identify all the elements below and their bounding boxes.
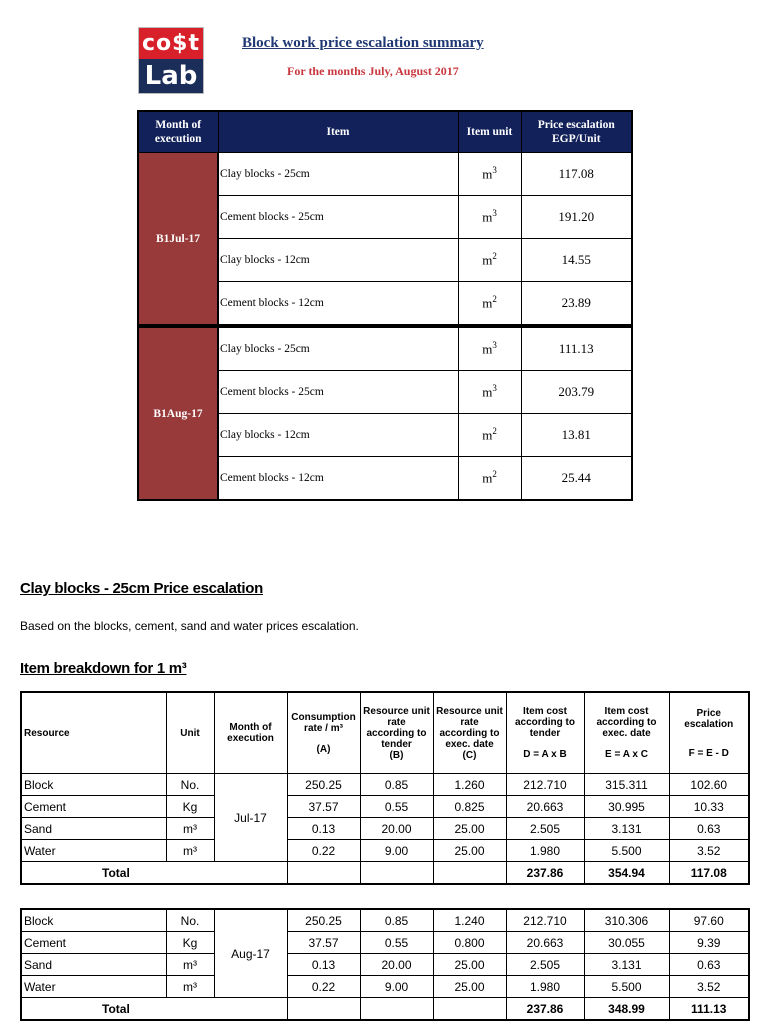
total-f: 117.08 bbox=[669, 862, 749, 885]
f-cell: 3.52 bbox=[669, 840, 749, 862]
item-cell: Cement blocks - 25cm bbox=[218, 371, 458, 414]
hdr-rate-exec: Resource unit rate according to exec. date (C) bbox=[433, 692, 506, 774]
a-cell: 0.13 bbox=[287, 818, 360, 840]
unit-cell: No. bbox=[166, 909, 214, 932]
summary-table-jul bbox=[137, 110, 633, 326]
unit-cell: $m^3$ bbox=[458, 327, 521, 371]
page-subtitle: For the months July, August 2017 bbox=[287, 64, 459, 78]
resource-cell: Sand bbox=[21, 818, 166, 840]
unit-cell: $m^3$ bbox=[458, 196, 521, 239]
e-cell: 315.311 bbox=[584, 774, 669, 796]
e-cell: 310.306 bbox=[584, 909, 669, 932]
empty-cell bbox=[360, 862, 433, 885]
costlab-logo bbox=[138, 27, 204, 94]
table-row bbox=[21, 932, 749, 954]
logo-top-text: co$t bbox=[139, 28, 203, 59]
table-row bbox=[21, 774, 749, 796]
summary-header-row bbox=[138, 111, 632, 153]
total-row bbox=[21, 998, 749, 1021]
hdr-resource: Resource bbox=[21, 692, 166, 774]
hdr-cost-exec: Item cost according to exec. date E = A x C bbox=[584, 692, 669, 774]
empty-cell bbox=[433, 998, 506, 1021]
f-cell: 9.39 bbox=[669, 932, 749, 954]
f-cell: 102.60 bbox=[669, 774, 749, 796]
e-cell: 3.131 bbox=[584, 954, 669, 976]
month-cell: B1Jul-17 bbox=[138, 153, 218, 326]
value-cell: 203.79 bbox=[521, 371, 632, 414]
breakdown-table-jul bbox=[20, 691, 750, 885]
logo-bottom-text: Lab bbox=[139, 59, 203, 93]
table-row bbox=[21, 909, 749, 932]
c-cell: 0.825 bbox=[433, 796, 506, 818]
col-item: Item bbox=[218, 111, 458, 153]
d-cell: 2.505 bbox=[506, 954, 584, 976]
total-e: 348.99 bbox=[584, 998, 669, 1021]
item-cell: Clay blocks - 12cm bbox=[218, 414, 458, 457]
resource-cell: Cement bbox=[21, 932, 166, 954]
f-cell: 10.33 bbox=[669, 796, 749, 818]
item-cell: Cement blocks - 12cm bbox=[218, 457, 458, 501]
d-cell: 212.710 bbox=[506, 774, 584, 796]
e-cell: 30.995 bbox=[584, 796, 669, 818]
month-cell: Jul-17 bbox=[214, 774, 287, 862]
resource-cell: Water bbox=[21, 840, 166, 862]
page-title: Block work price escalation summary bbox=[242, 35, 484, 51]
total-label: Total bbox=[21, 862, 287, 885]
b-cell: 9.00 bbox=[360, 976, 433, 998]
unit-cell: Kg bbox=[166, 932, 214, 954]
item-cell: Clay blocks - 12cm bbox=[218, 239, 458, 282]
table-row bbox=[21, 954, 749, 976]
value-cell: 13.81 bbox=[521, 414, 632, 457]
c-cell: 25.00 bbox=[433, 976, 506, 998]
e-cell: 3.131 bbox=[584, 818, 669, 840]
value-cell: 14.55 bbox=[521, 239, 632, 282]
total-f: 111.13 bbox=[669, 998, 749, 1021]
d-cell: 20.663 bbox=[506, 796, 584, 818]
d-cell: 1.980 bbox=[506, 976, 584, 998]
value-cell: 25.44 bbox=[521, 457, 632, 501]
summary-row bbox=[138, 327, 632, 371]
b-cell: 20.00 bbox=[360, 954, 433, 976]
c-cell: 25.00 bbox=[433, 818, 506, 840]
f-cell: 3.52 bbox=[669, 976, 749, 998]
f-cell: 0.63 bbox=[669, 818, 749, 840]
table-row bbox=[21, 840, 749, 862]
a-cell: 0.22 bbox=[287, 976, 360, 998]
summary-row bbox=[138, 153, 632, 196]
hdr-rate-tender: Resource unit rate according to tender (B) bbox=[360, 692, 433, 774]
unit-cell: No. bbox=[166, 774, 214, 796]
hdr-month: Month of execution bbox=[214, 692, 287, 774]
a-cell: 0.13 bbox=[287, 954, 360, 976]
col-unit: Item unit bbox=[458, 111, 521, 153]
table-row bbox=[21, 976, 749, 998]
value-cell: 191.20 bbox=[521, 196, 632, 239]
d-cell: 20.663 bbox=[506, 932, 584, 954]
unit-cell: $m^2$ bbox=[458, 414, 521, 457]
c-cell: 25.00 bbox=[433, 954, 506, 976]
b-cell: 0.85 bbox=[360, 909, 433, 932]
unit-cell: $m^2$ bbox=[458, 457, 521, 501]
month-cell: Aug-17 bbox=[214, 909, 287, 998]
b-cell: 0.55 bbox=[360, 796, 433, 818]
b-cell: 0.55 bbox=[360, 932, 433, 954]
resource-cell: Block bbox=[21, 909, 166, 932]
a-cell: 0.22 bbox=[287, 840, 360, 862]
hdr-cost-tender: Item cost according to tender D = A x B bbox=[506, 692, 584, 774]
total-d: 237.86 bbox=[506, 862, 584, 885]
item-cell: Cement blocks - 12cm bbox=[218, 282, 458, 326]
resource-cell: Water bbox=[21, 976, 166, 998]
unit-cell: m³ bbox=[166, 954, 214, 976]
item-cell: Cement blocks - 25cm bbox=[218, 196, 458, 239]
b-cell: 20.00 bbox=[360, 818, 433, 840]
b-cell: 0.85 bbox=[360, 774, 433, 796]
resource-cell: Cement bbox=[21, 796, 166, 818]
table-row bbox=[21, 796, 749, 818]
a-cell: 250.25 bbox=[287, 774, 360, 796]
total-e: 354.94 bbox=[584, 862, 669, 885]
e-cell: 5.500 bbox=[584, 840, 669, 862]
value-cell: 117.08 bbox=[521, 153, 632, 196]
b-cell: 9.00 bbox=[360, 840, 433, 862]
unit-cell: $m^2$ bbox=[458, 282, 521, 326]
e-cell: 5.500 bbox=[584, 976, 669, 998]
col-month: Month of execution bbox=[138, 111, 218, 153]
empty-cell bbox=[360, 998, 433, 1021]
c-cell: 1.240 bbox=[433, 909, 506, 932]
d-cell: 2.505 bbox=[506, 818, 584, 840]
section-heading: Clay blocks - 25cm Price escalation bbox=[20, 580, 263, 597]
breakdown-heading: Item breakdown for 1 m³ bbox=[20, 660, 187, 677]
c-cell: 1.260 bbox=[433, 774, 506, 796]
item-cell: Clay blocks - 25cm bbox=[218, 327, 458, 371]
hdr-escalation: Price escalation F = E - D bbox=[669, 692, 749, 774]
c-cell: 0.800 bbox=[433, 932, 506, 954]
summary-table-aug bbox=[137, 326, 633, 501]
table-row bbox=[21, 818, 749, 840]
item-cell: Clay blocks - 25cm bbox=[218, 153, 458, 196]
a-cell: 37.57 bbox=[287, 796, 360, 818]
unit-cell: $m^3$ bbox=[458, 371, 521, 414]
f-cell: 97.60 bbox=[669, 909, 749, 932]
total-d: 237.86 bbox=[506, 998, 584, 1021]
month-cell: B1Aug-17 bbox=[138, 327, 218, 500]
empty-cell bbox=[287, 998, 360, 1021]
total-row bbox=[21, 862, 749, 885]
d-cell: 212.710 bbox=[506, 909, 584, 932]
c-cell: 25.00 bbox=[433, 840, 506, 862]
unit-cell: $m^3$ bbox=[458, 153, 521, 196]
resource-cell: Block bbox=[21, 774, 166, 796]
unit-cell: m³ bbox=[166, 818, 214, 840]
breakdown-header-row bbox=[21, 692, 749, 774]
f-cell: 0.63 bbox=[669, 954, 749, 976]
empty-cell bbox=[287, 862, 360, 885]
resource-cell: Sand bbox=[21, 954, 166, 976]
a-cell: 37.57 bbox=[287, 932, 360, 954]
total-label: Total bbox=[21, 998, 287, 1021]
hdr-consumption: Consumption rate / m³ (A) bbox=[287, 692, 360, 774]
a-cell: 250.25 bbox=[287, 909, 360, 932]
unit-cell: Kg bbox=[166, 796, 214, 818]
unit-cell: m³ bbox=[166, 840, 214, 862]
value-cell: 23.89 bbox=[521, 282, 632, 326]
col-escalation: Price escalation EGP/Unit bbox=[521, 111, 632, 153]
unit-cell: m³ bbox=[166, 976, 214, 998]
empty-cell bbox=[433, 862, 506, 885]
breakdown-table-aug bbox=[20, 908, 750, 1021]
d-cell: 1.980 bbox=[506, 840, 584, 862]
e-cell: 30.055 bbox=[584, 932, 669, 954]
unit-cell: $m^2$ bbox=[458, 239, 521, 282]
hdr-unit: Unit bbox=[166, 692, 214, 774]
section-description: Based on the blocks, cement, sand and water prices escalation. bbox=[20, 619, 359, 633]
value-cell: 111.13 bbox=[521, 327, 632, 371]
